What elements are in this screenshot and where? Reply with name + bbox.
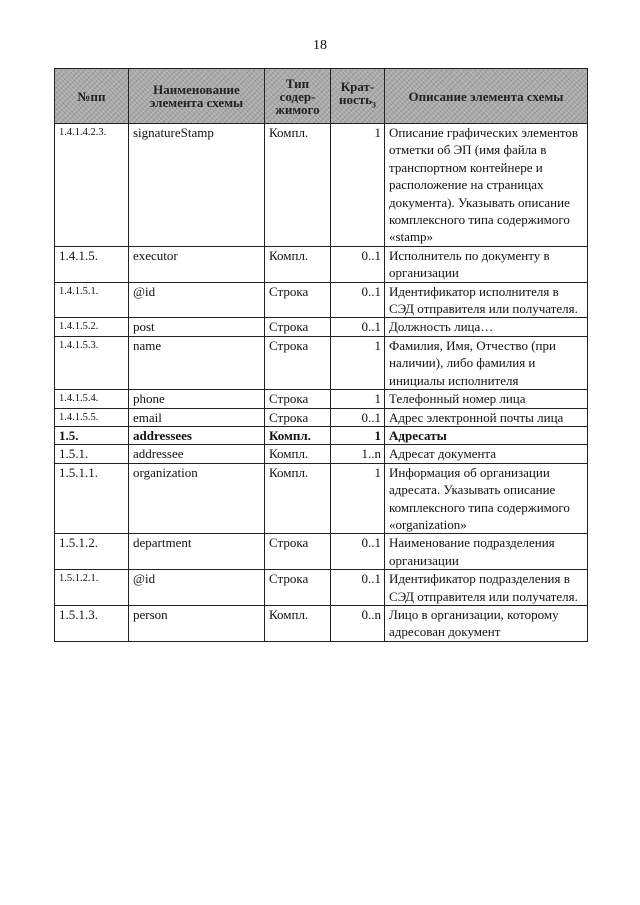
cell-type: Строка	[265, 282, 331, 318]
cell-name: addressee	[129, 445, 265, 463]
cell-desc: Исполнитель по документу в организации	[385, 246, 588, 282]
cell-mult: 0..1	[331, 246, 385, 282]
cell-type: Строка	[265, 336, 331, 389]
cell-num: 1.4.1.5.3.	[55, 336, 129, 389]
cell-desc: Фамилия, Имя, Отчество (при наличии), либо фамилия и инициалы исполнителя	[385, 336, 588, 389]
cell-mult: 1	[331, 463, 385, 534]
cell-mult: 1	[331, 336, 385, 389]
header-mult	[331, 69, 385, 124]
cell-type: Компл.	[265, 124, 331, 247]
cell-mult: 0..1	[331, 282, 385, 318]
cell-num: 1.4.1.4.2.3.	[55, 124, 129, 247]
cell-desc: Описание графических элементов отметки об ЭП (имя файла в транспортном контейнере и расположение на страницах документа). Указывать описание комплексного типа содержимого «stamp»	[385, 124, 588, 247]
cell-type: Компл.	[265, 463, 331, 534]
cell-num: 1.4.1.5.	[55, 246, 129, 282]
cell-name: phone	[129, 390, 265, 408]
table-row	[55, 570, 588, 606]
page-number: 18	[313, 38, 327, 53]
table-row	[55, 534, 588, 570]
cell-type: Компл.	[265, 605, 331, 641]
cell-num: 1.4.1.5.2.	[55, 318, 129, 336]
table-header-row	[55, 69, 588, 124]
cell-name: addressees	[129, 426, 265, 444]
cell-num: 1.5.1.	[55, 445, 129, 463]
cell-type: Компл.	[265, 445, 331, 463]
table-row	[55, 390, 588, 408]
cell-mult: 1..n	[331, 445, 385, 463]
table-row	[55, 605, 588, 641]
cell-num: 1.5.1.3.	[55, 605, 129, 641]
cell-num: 1.5.1.2.	[55, 534, 129, 570]
cell-name: email	[129, 408, 265, 426]
table-row	[55, 318, 588, 336]
cell-num: 1.5.	[55, 426, 129, 444]
cell-num: 1.5.1.2.1.	[55, 570, 129, 606]
cell-name: signatureStamp	[129, 124, 265, 247]
cell-mult: 1	[331, 390, 385, 408]
cell-mult: 1	[331, 124, 385, 247]
cell-desc: Адресат документа	[385, 445, 588, 463]
cell-num: 1.4.1.5.5.	[55, 408, 129, 426]
cell-type: Строка	[265, 570, 331, 606]
cell-desc: Информация об организации адресата. Указывать описание комплексного типа содержимого «organization»	[385, 463, 588, 534]
header-mult-label: Крат-ность	[338, 79, 375, 108]
cell-mult: 1	[331, 426, 385, 444]
cell-type: Компл.	[265, 426, 331, 444]
table-row	[55, 282, 588, 318]
cell-num: 1.4.1.5.4.	[55, 390, 129, 408]
cell-desc: Наименование подразделения организации	[385, 534, 588, 570]
cell-mult: 0..n	[331, 605, 385, 641]
cell-name: department	[129, 534, 265, 570]
cell-type: Строка	[265, 408, 331, 426]
cell-type: Строка	[265, 390, 331, 408]
table-row	[55, 408, 588, 426]
cell-num: 1.4.1.5.1.	[55, 282, 129, 318]
header-desc: Описание элемента схемы	[385, 69, 588, 124]
cell-mult: 0..1	[331, 570, 385, 606]
table-row	[55, 445, 588, 463]
cell-desc: Телефонный номер лица	[385, 390, 588, 408]
table-row	[55, 426, 588, 444]
cell-name: @id	[129, 282, 265, 318]
header-type: Тип содер-жимого	[265, 69, 331, 124]
cell-desc: Должность лица…	[385, 318, 588, 336]
header-num: №пп	[55, 69, 129, 124]
cell-name: post	[129, 318, 265, 336]
cell-name: organization	[129, 463, 265, 534]
cell-mult: 0..1	[331, 408, 385, 426]
header-mult-footnote: 3	[372, 100, 377, 110]
cell-name: executor	[129, 246, 265, 282]
cell-desc: Адрес электронной почты лица	[385, 408, 588, 426]
schema-table	[54, 68, 588, 642]
cell-name: @id	[129, 570, 265, 606]
cell-name: person	[129, 605, 265, 641]
cell-desc: Идентификатор подразделения в СЭД отправителя или получателя.	[385, 570, 588, 606]
cell-desc: Адресаты	[385, 426, 588, 444]
cell-desc: Лицо в организации, которому адресован документ	[385, 605, 588, 641]
header-name: Наименование элемента схемы	[129, 69, 265, 124]
cell-type: Строка	[265, 318, 331, 336]
cell-type: Строка	[265, 534, 331, 570]
cell-mult: 0..1	[331, 534, 385, 570]
cell-name: name	[129, 336, 265, 389]
table-row	[55, 246, 588, 282]
cell-num: 1.5.1.1.	[55, 463, 129, 534]
table-row	[55, 463, 588, 534]
table-row	[55, 124, 588, 247]
table-row	[55, 336, 588, 389]
cell-mult: 0..1	[331, 318, 385, 336]
cell-desc: Идентификатор исполнителя в СЭД отправителя или получателя.	[385, 282, 588, 318]
cell-type: Компл.	[265, 246, 331, 282]
